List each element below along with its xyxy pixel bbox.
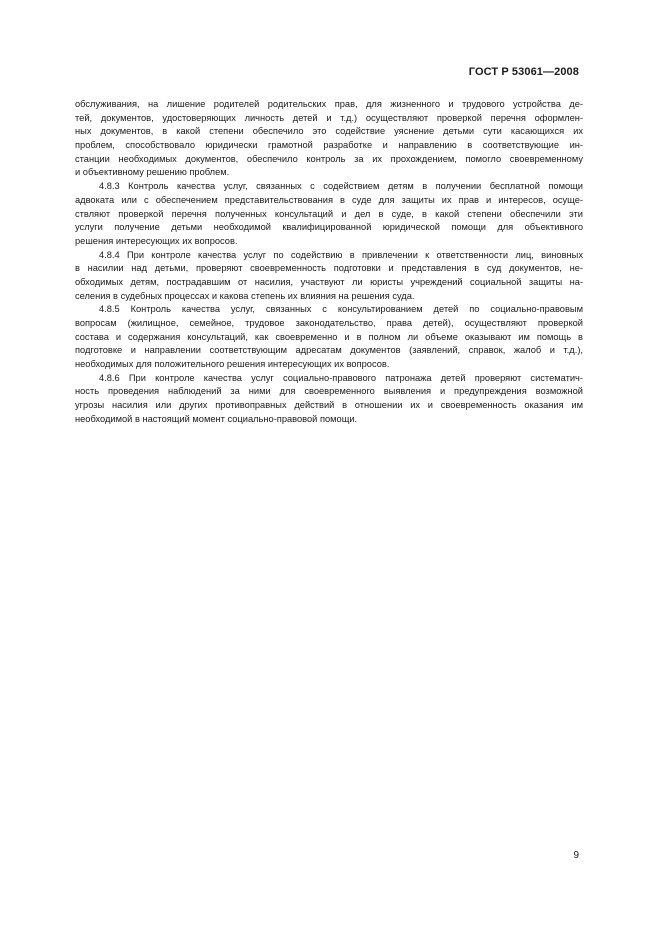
page-number: 9 (573, 850, 579, 861)
text-line: ность проведения наблюдений за ними для своевременного выявления и предупреждения возможной (75, 386, 583, 397)
text-line: вопросам (жилищное, семейное, трудовое законодательство, права детей), осуществляют проверкой (75, 318, 583, 328)
text-line: ствляют проверкой перечня полученных консультаций и дел в суде, в какой степени обеспечили эти (75, 208, 583, 219)
text-line: 4.8.4 При контроле качества услуг по содействию в привлечении к ответственности лиц, виновных (99, 249, 583, 260)
paragraph-4-8-3 (75, 180, 583, 248)
text-line: решения интересующих их вопросов. (75, 235, 238, 246)
text-line: ных документов, в какой степени обеспечило это содействие уяснение детьми сути касающихся их (75, 126, 583, 137)
text-line: проблем, способствовало юридически грамотной разработке и направлению в соответствующие ин- (75, 140, 583, 151)
text-line: угрозы насилия или других противоправных действий в отношении их и своевременность оказания им (75, 400, 583, 411)
text-line: 4.8.6 При контроле качества услуг социально-правового патронажа детей проверяют систематич- (99, 372, 583, 383)
text-line: в насилии над детьми, проверяют своевременность подготовки и представления в суд документов, не- (75, 263, 583, 274)
text-line: 4.8.3 Контроль качества услуг, связанных с содействием детям в получении бесплатной помощи (99, 181, 583, 192)
text-line: селения в судебных процессах и какова степень их влияния на решения суда. (75, 290, 415, 301)
paragraph-4-8-4 (75, 249, 583, 304)
text-line: и объективному решению проблем. (75, 167, 230, 178)
text-line: обходимых детям, пострадавшим от насилия, участвуют ли юристы учреждений социальной защиты на- (75, 276, 583, 287)
text-line: адвоката или с обеспечением представительствования в суде для защиты их прав и интересов, осуще- (75, 194, 583, 205)
text-line: станции необходимых документов, обеспечило контроль за их прохождением, помогло своевременному (75, 153, 583, 164)
text-line: тей, документов, удостоверяющих личность детей и т.д.) осуществляют проверкой перечня оформлен- (75, 112, 583, 123)
document-header (469, 66, 579, 78)
text-line: необходимой в настоящий момент социально-правовой помощи. (75, 413, 358, 424)
text-line: услуги получение детьми необходимой квалифицированной юридической помощи для объективного (75, 222, 583, 233)
text-line: подготовке и направлении соответствующим адресатам документов (заявлений, справок, жалоб и т.д.), (75, 345, 583, 356)
text-line: обслуживания, на лишение родителей родительских прав, для жизненного и трудового устройства де- (75, 99, 583, 109)
text-line: необходимых для положительного решения интересующих их вопросов. (75, 359, 390, 370)
paragraph-4-8-5 (75, 303, 583, 371)
standard-number: ГОСТ Р 53061—2008 (468, 66, 579, 78)
paragraph-4-8-6 (75, 372, 583, 427)
text-line: 4.8.5 Контроль качества услуг, связанных с консультированием детей по социально-правовым (99, 304, 583, 315)
text-line: состава и содержания консультаций, как своевременно и в полном ли объеме оказывают им помощь в (75, 331, 583, 342)
paragraph-continuation (75, 98, 583, 180)
document-body (75, 98, 583, 427)
